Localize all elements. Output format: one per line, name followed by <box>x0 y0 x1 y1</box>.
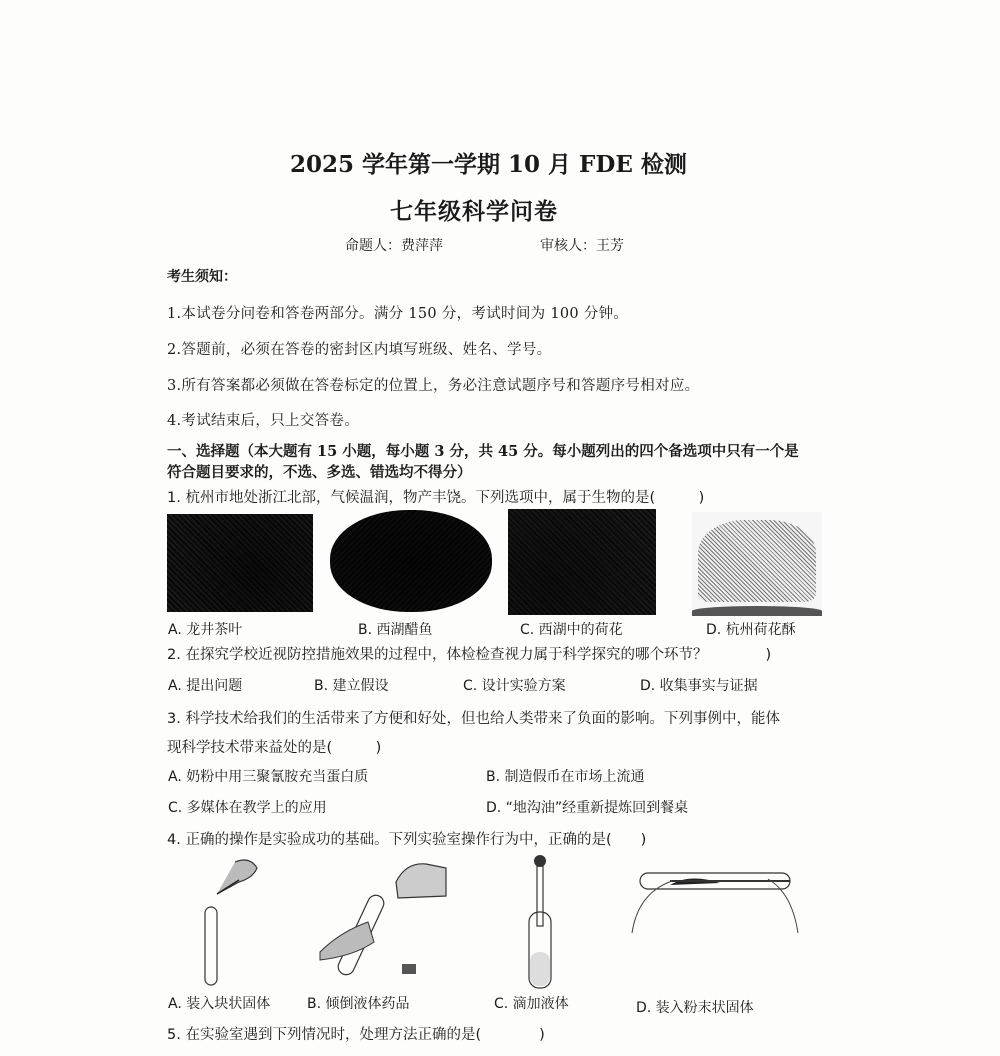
question-4: 4. 正确的操作是实验成功的基础。下列实验室操作行为中，正确的是( ) <box>167 832 647 848</box>
option-c: C. 滴加液体 <box>494 996 569 1012</box>
author-label: 命题人：费萍萍 <box>345 238 443 254</box>
option-a: A. 装入块状固体 <box>168 996 271 1012</box>
question-1: 1. 杭州市地处浙江北部，气候温润，物产丰饶。下列选项中，属于生物的是( ) <box>167 490 705 506</box>
option-b: B. 建立假设 <box>314 678 389 694</box>
notice-heading: 考生须知： <box>167 269 237 285</box>
option-d: D. 装入粉末状固体 <box>636 1000 754 1016</box>
tea-leaves-photo <box>167 514 313 612</box>
section-heading: 一、选择题（本大题有 15 小题，每小题 3 分，共 45 分。每小题列出的四个备选项中只有一个是 <box>167 443 799 460</box>
powder-loading-figure <box>630 855 805 950</box>
question-3: 3. 科学技术给我们的生活带来了方便和好处，但也给人类带来了负面的影响。下列事例中，能体 <box>167 711 780 727</box>
notice-item: 3.所有答案都必须做在答卷标定的位置上，务必注意试题序号和答题序号相对应。 <box>167 378 700 394</box>
option-a: A. 龙井茶叶 <box>168 622 243 638</box>
pouring-liquid-figure <box>318 852 458 992</box>
lotus-photo <box>508 509 656 615</box>
section-heading: 符合题目要求的，不选、多选、错选均不得分） <box>167 464 472 481</box>
plate-shape <box>692 606 822 616</box>
notice-item: 1.本试卷分问卷和答卷两部分。满分 150 分，考试时间为 100 分钟。 <box>167 306 629 322</box>
question-3-cont: 现科学技术带来益处的是( ) <box>167 740 382 756</box>
option-b: B. 西湖醋鱼 <box>358 622 433 638</box>
reviewer-label: 审核人：王芳 <box>540 238 624 254</box>
option-a: A. 奶粉中用三聚氰胺充当蛋白质 <box>168 769 369 785</box>
vinegar-fish-photo <box>330 510 492 612</box>
dropper-figure <box>520 852 560 992</box>
notice-item: 2.答题前，必须在答卷的密封区内填写班级、姓名、学号。 <box>167 342 552 358</box>
option-a: A. 提出问题 <box>168 678 243 694</box>
exam-title: 2025 学年第一学期 10 月 FDE 检测 <box>290 151 687 178</box>
lotus-pastry-photo <box>692 512 822 616</box>
option-b: B. 制造假币在市场上流通 <box>486 769 645 785</box>
option-d: D. 杭州荷花酥 <box>706 622 796 638</box>
solid-loading-figure <box>195 852 275 992</box>
question-5: 5. 在实验室遇到下列情况时，处理方法正确的是( ) <box>167 1027 545 1043</box>
option-d: D. “地沟油”经重新提炼回到餐桌 <box>486 800 689 816</box>
option-d: D. 收集事实与证据 <box>640 678 758 694</box>
question-2: 2. 在探究学校近视防控措施效果的过程中，体检检查视力属于科学探究的哪个环节？ ) <box>167 647 772 663</box>
option-c: C. 西湖中的荷花 <box>520 622 623 638</box>
option-c: C. 设计实验方案 <box>463 678 566 694</box>
option-b: B. 倾倒液体药品 <box>307 996 410 1012</box>
option-c: C. 多媒体在教学上的应用 <box>168 800 327 816</box>
exam-subtitle: 七年级科学问卷 <box>390 198 558 225</box>
pastry-shape <box>698 520 816 602</box>
notice-item: 4.考试结束后，只上交答卷。 <box>167 413 360 429</box>
